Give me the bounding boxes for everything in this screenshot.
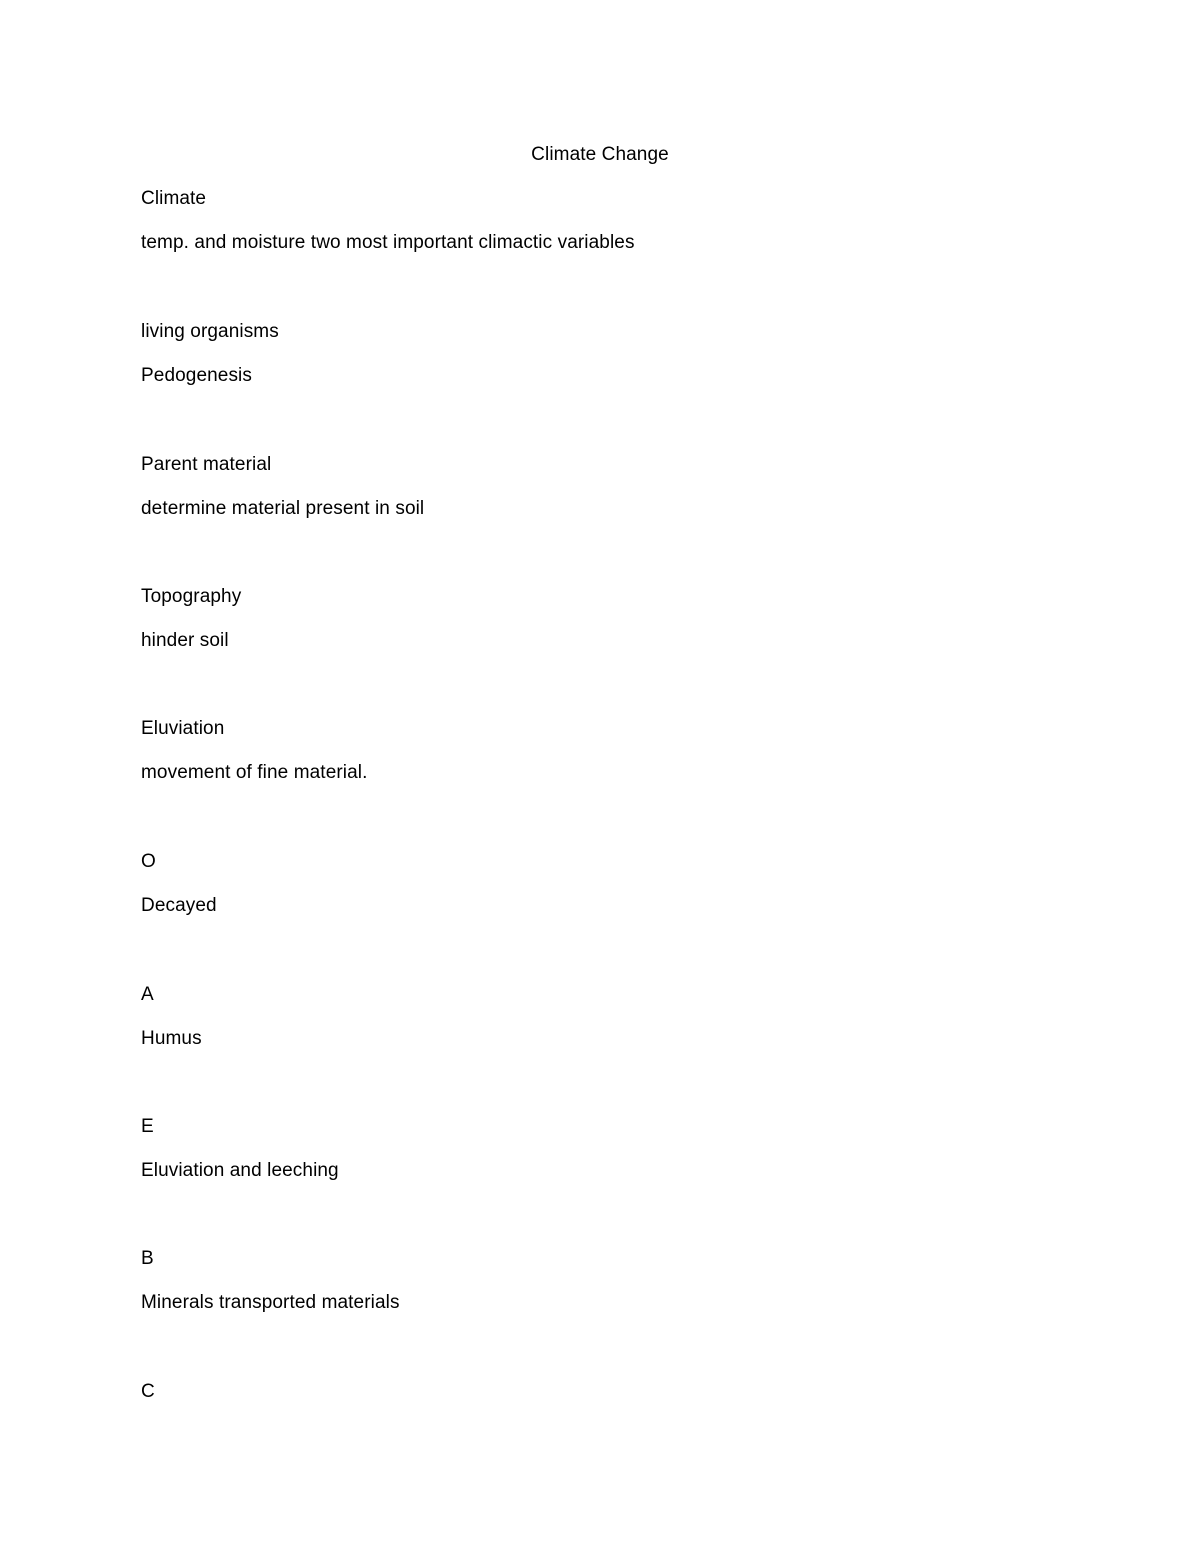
text-line: Humus [141,1028,202,1049]
text-line: Climate [141,188,207,209]
text-line: B [141,1248,154,1269]
text-line: C [141,1381,155,1402]
text-line: temp. and moisture two most important climactic variables [141,232,635,253]
text-line: Minerals transported materials [141,1292,400,1313]
text-line: Parent material [141,454,272,475]
text-line: hinder soil [141,630,229,651]
text-line: Topography [141,586,242,607]
text-line: determine material present in soil [141,498,425,519]
text-line: movement of fine material. [141,762,368,783]
text-line: O [141,851,156,872]
text-line: living organisms [141,321,279,342]
text-line: A [141,984,154,1005]
text-line: Decayed [141,895,217,916]
document-title: Climate Change [531,144,669,165]
text-line: E [141,1116,154,1137]
text-line: Eluviation and leeching [141,1160,339,1181]
text-line: Pedogenesis [141,365,252,386]
text-line: Eluviation [141,718,225,739]
